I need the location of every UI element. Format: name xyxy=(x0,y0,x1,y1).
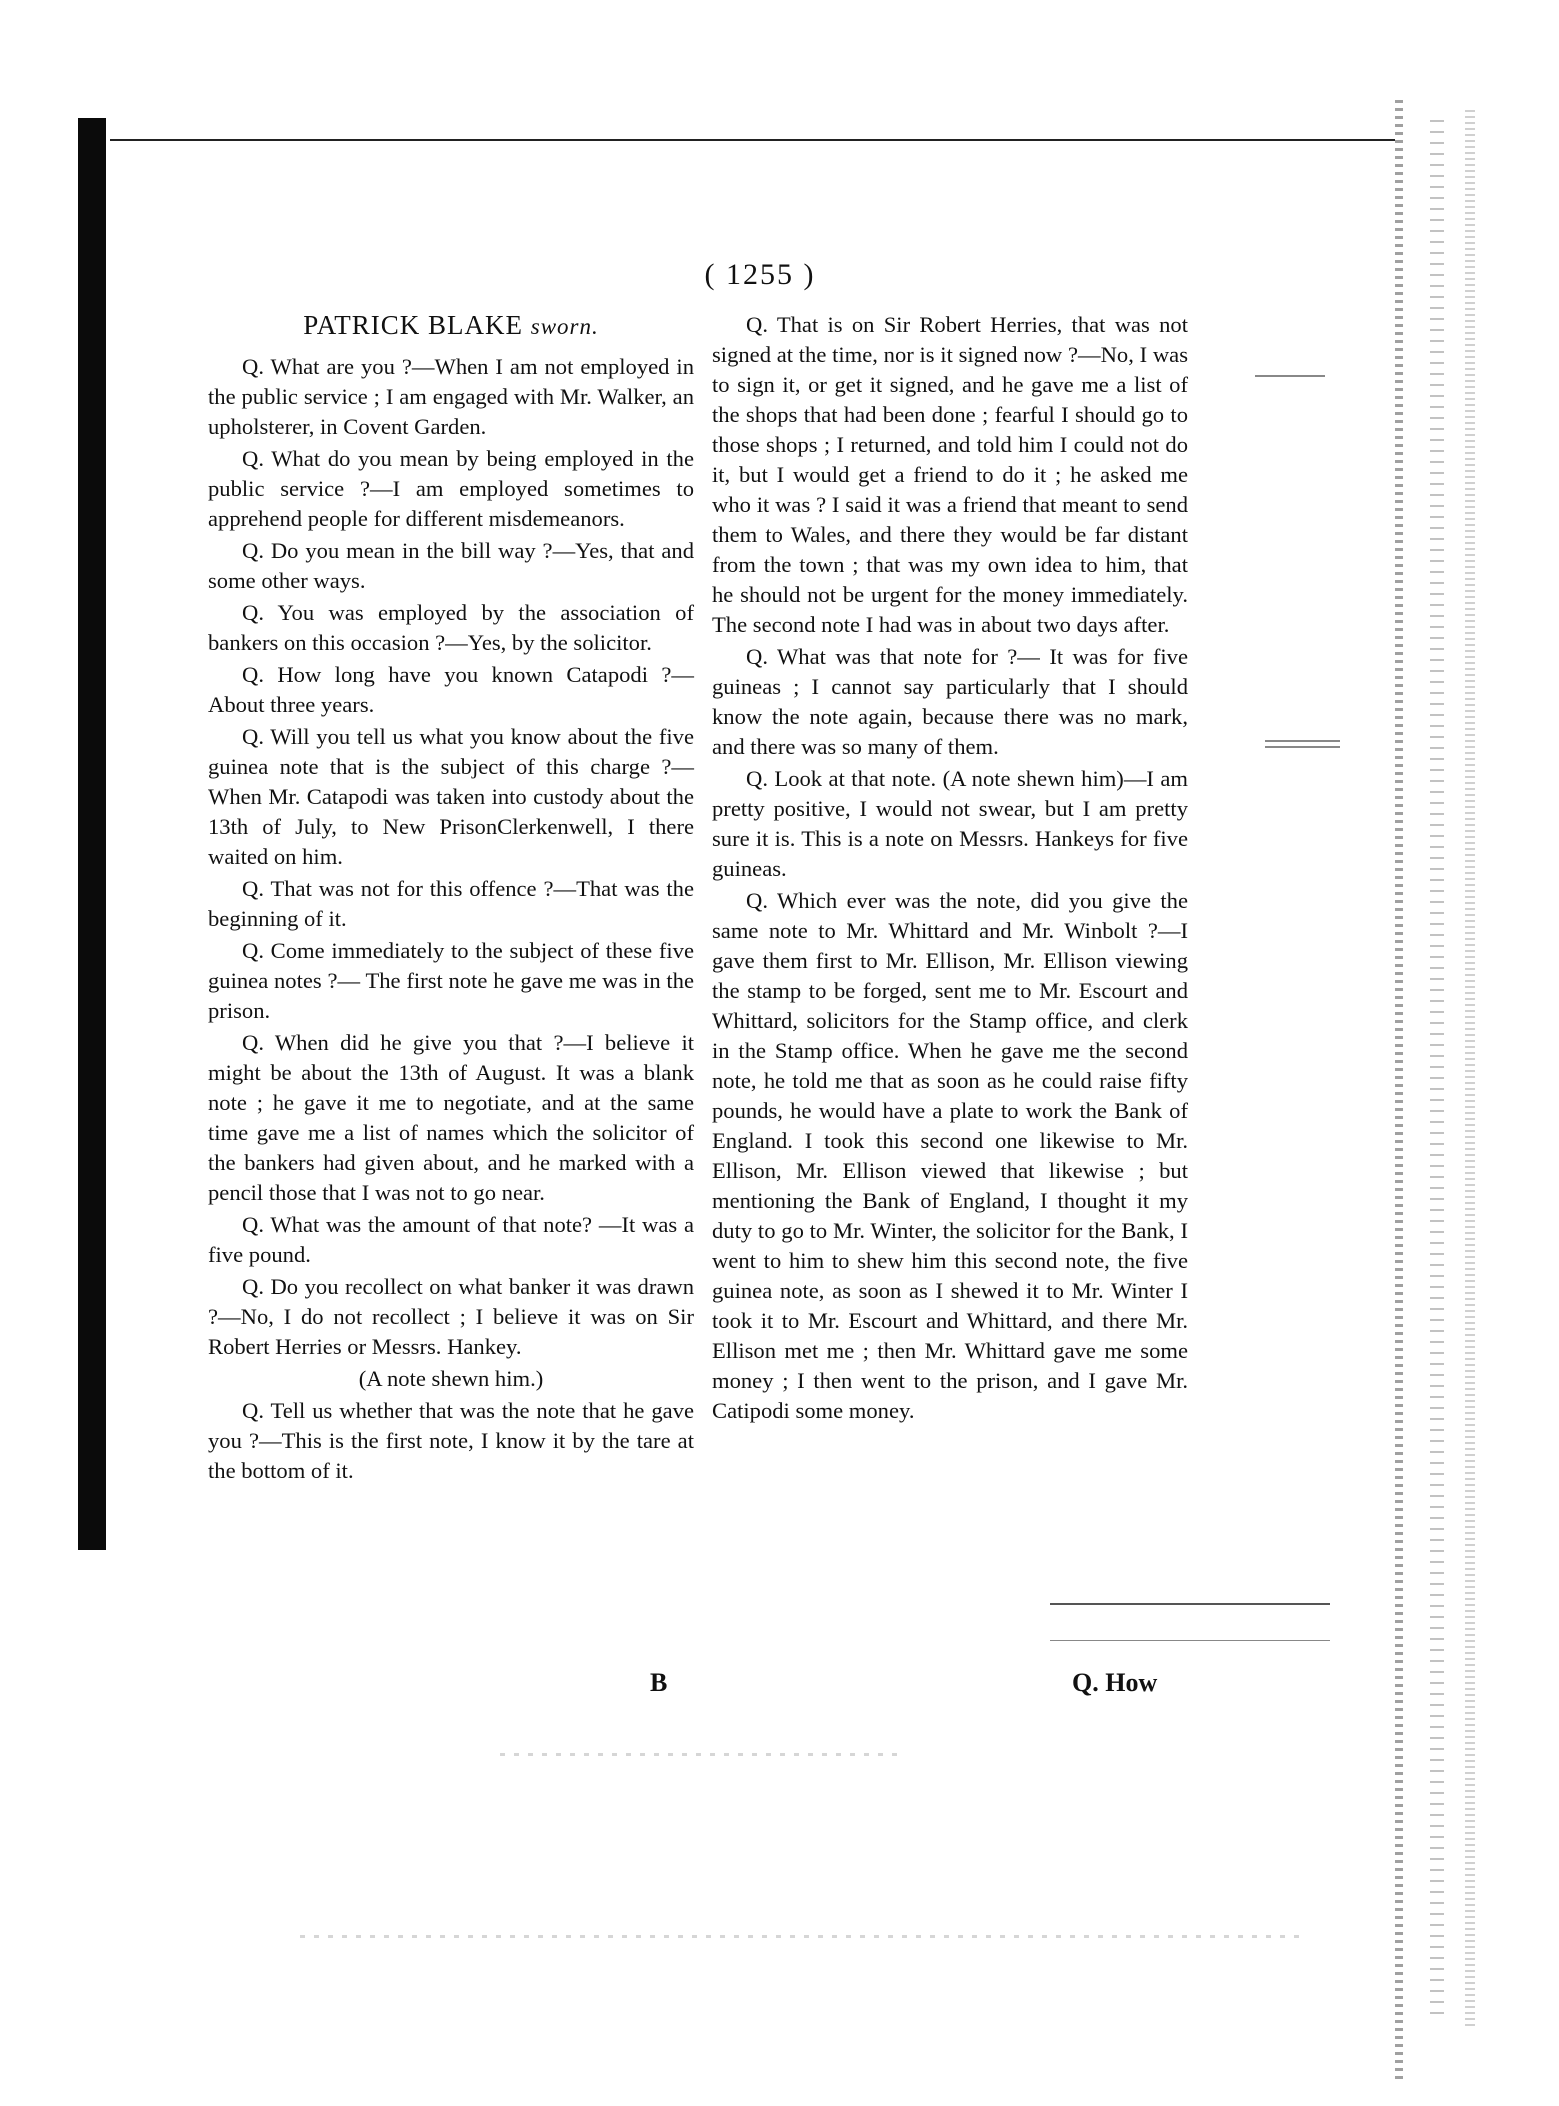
stage-direction: (A note shewn him.) xyxy=(358,1366,544,1391)
paragraph: Q. Do you recollect on what banker it was drawn ?—No, I do not recollect ; I believe it was on Sir Robert Herries or Messrs. Hankey. xyxy=(208,1274,694,1359)
margin-rule xyxy=(1265,746,1340,748)
right-column xyxy=(712,310,1188,1426)
scan-noise xyxy=(500,1753,900,1756)
signature-mark: B xyxy=(650,1668,668,1697)
paragraph: Q. Look at that note. (A note shewn him)—I am pretty positive, I would not swear, but I am pretty sure it is. This is a note on Messrs. Hankeys for five guineas. xyxy=(712,766,1188,881)
top-rule xyxy=(110,139,1395,141)
paragraph: Q. Come immediately to the subject of these five guinea notes ?— The first note he gave me was in the prison. xyxy=(208,938,694,1023)
sworn-label: sworn. xyxy=(530,314,599,339)
paragraph: Q. That is on Sir Robert Herries, that was not signed at the time, nor is it signed now ?—No, I was to sign it, or get it signed, and he gave me a list of the shops that had been done ; fearful I should go to those shops ; I returned, and told him I could not do it, but I would get a friend to do it ; he asked me who it was ? I said it was a friend that meant to send them to Wales, and there they would be far distant from the town ; that was my own idea to him, that he should not be urgent for the money immediately. The second note I had was in about two days after. xyxy=(712,312,1188,637)
paragraph: Q. What was the amount of that note? —It was a five pound. xyxy=(208,1212,694,1267)
witness-name: PATRICK BLAKE xyxy=(303,310,524,340)
paragraph: Q. Which ever was the note, did you give the same note to Mr. Whittard and Mr. Winbolt ?—I gave them first to Mr. Ellison, Mr. Ellison viewing the stamp to be forged, sent me to Mr. Escourt and Whittard, solicitors for the Stamp office, and clerk in the Stamp office. When he gave me the second note, he told me that as soon as he could raise fifty pounds, he would have a plate to work the Bank of England. I took this second one likewise to Mr. Ellison, Mr. Ellison viewed that likewise ; but mentioning the Bank of England, I thought it my duty to go to Mr. Winter, the solicitor for the Bank, I went to him to shew him this second note, the five guinea note, as soon as I shewed it to Mr. Winter I took it to Mr. Escourt and Whittard, and there Mr. Ellison met me ; then Mr. Whittard gave me some money ; I then went to the prison, and I gave Mr. Catipodi some money. xyxy=(712,888,1188,1423)
paragraph: Q. Do you mean in the bill way ?—Yes, that and some other ways. xyxy=(208,538,694,593)
paragraph: Q. What was that note for ?— It was for five guineas ; I cannot say particularly that I should know the note again, because there was no mark, and there was so many of them. xyxy=(712,644,1188,759)
margin-rule xyxy=(1255,375,1325,377)
paragraph: Q. What are you ?—When I am not employed in the public service ; I am engaged with Mr. Walker, an upholsterer, in Covent Garden. xyxy=(208,354,694,439)
paragraph: Q. You was employed by the association of bankers on this occasion ?—Yes, by the solicitor. xyxy=(208,600,694,655)
paragraph: Q. When did he give you that ?—I believe it might be about the 13th of August. It was a blank note ; he gave it me to negotiate, and at the same time gave me a list of names which the solicitor of the bankers had given about, and he marked with a pencil those that I was not to go near. xyxy=(208,1030,694,1205)
paragraph: Q. How long have you known Catapodi ?—About three years. xyxy=(208,662,694,717)
binding-shadow xyxy=(78,118,106,1550)
margin-rule xyxy=(1265,740,1340,742)
paragraph: Q. That was not for this offence ?—That was the beginning of it. xyxy=(208,876,694,931)
page-edge-artifact xyxy=(1465,110,1475,2030)
page-edge-artifact xyxy=(1430,120,1444,2020)
page-number: ( 1255 ) xyxy=(704,258,816,291)
margin-rule xyxy=(1050,1603,1330,1605)
witness-heading xyxy=(208,310,694,342)
page-edge-artifact xyxy=(1395,100,1403,2080)
paragraph: Q. What do you mean by being employed in the public service ?—I am employed sometimes to apprehend people for different misdemeanors. xyxy=(208,446,694,531)
paragraph: Q. Will you tell us what you know about the five guinea note that is the subject of this charge ?— When Mr. Catapodi was taken into custody about the 13th of July, to New PrisonClerkenwell, I there waited on him. xyxy=(208,724,694,869)
paragraph: Q. Tell us whether that was the note that he gave you ?—This is the first note, I know it by the tare at the bottom of it. xyxy=(208,1398,694,1483)
catchword: Q. How xyxy=(1072,1668,1158,1697)
margin-rule xyxy=(1050,1640,1330,1641)
left-column xyxy=(208,310,694,1486)
scan-noise xyxy=(300,1935,1300,1938)
